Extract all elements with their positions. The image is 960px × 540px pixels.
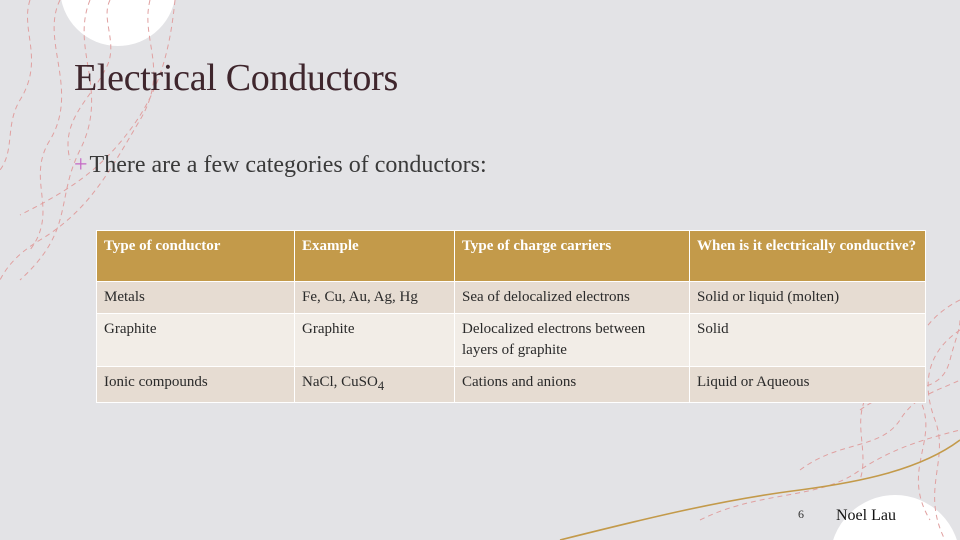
table-row — [97, 282, 926, 314]
cell-when: Solid — [690, 314, 926, 367]
header-when: When is it electrically conductive? — [690, 231, 926, 282]
cell-example — [295, 367, 455, 403]
table-row — [97, 314, 926, 367]
cell-carriers: Cations and anions — [455, 367, 690, 403]
top-left-circle — [60, 0, 176, 46]
header-carriers: Type of charge carriers — [455, 231, 690, 282]
cell-when: Liquid or Aqueous — [690, 367, 926, 403]
cell-carriers: Delocalized electrons between layers of graphite — [455, 314, 690, 367]
header-example: Example — [295, 231, 455, 282]
bullet-text: There are a few categories of conductors: — [89, 152, 487, 178]
cell-example: Fe, Cu, Au, Ag, Hg — [295, 282, 455, 314]
cell-type: Ionic compounds — [97, 367, 295, 403]
table-row — [97, 367, 926, 403]
header-type: Type of conductor — [97, 231, 295, 282]
page-number: 6 — [798, 507, 804, 521]
conductors-table — [96, 230, 926, 403]
example-formula: NaCl, CuSO — [302, 374, 378, 390]
plus-bullet-icon: + — [74, 152, 88, 178]
cell-carriers: Sea of delocalized electrons — [455, 282, 690, 314]
formula-subscript: 4 — [377, 379, 385, 393]
cell-type: Graphite — [97, 314, 295, 367]
slide-title: Electrical Conductors — [74, 57, 398, 99]
cell-type: Metals — [97, 282, 295, 314]
table-header-row — [97, 231, 926, 282]
cell-example: Graphite — [295, 314, 455, 367]
cell-when: Solid or liquid (molten) — [690, 282, 926, 314]
author-name: Noel Lau — [836, 507, 896, 524]
bullet-item — [74, 152, 487, 179]
